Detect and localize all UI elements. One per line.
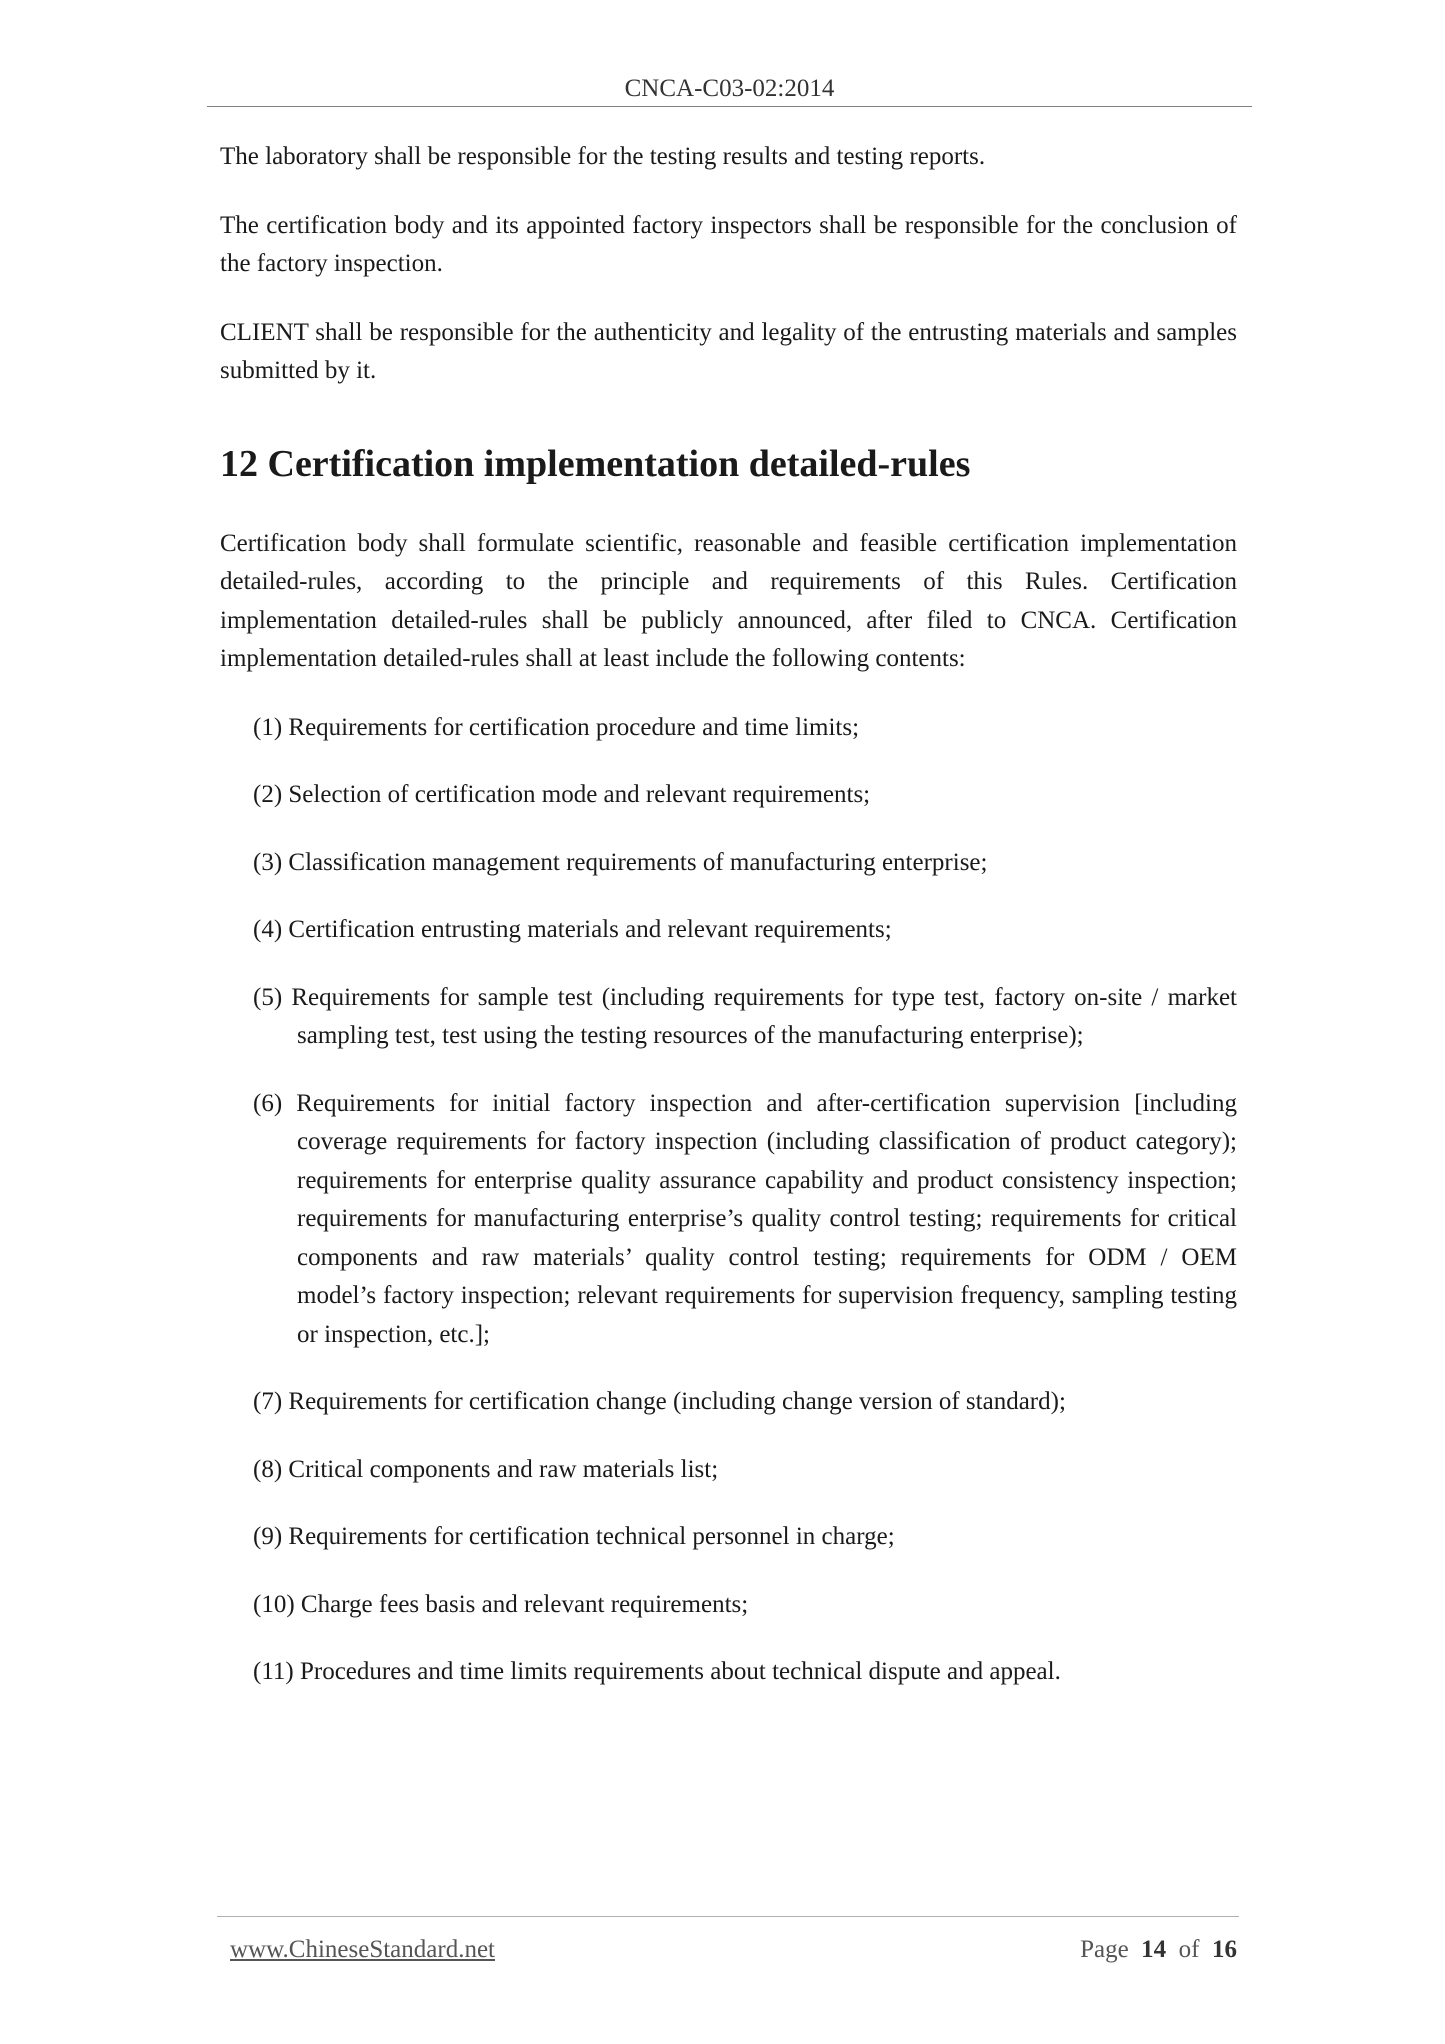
page-number: 14 [1141, 1936, 1167, 1963]
of-label: of [1178, 1936, 1200, 1963]
list-item: (1) Requirements for certification procedure and time limits; [253, 713, 860, 741]
list-item: (10) Charge fees basis and relevant requirements; [253, 1590, 749, 1618]
list-item: (7) Requirements for certification change (including change version of standard); [253, 1388, 1066, 1415]
paragraph-certification-body: The certification body and its appointed factory inspectors shall be responsible for the conclusion of the factory inspection. [220, 211, 1237, 277]
page-header [207, 72, 1252, 107]
list-item: (3) Classification management requirements of manufacturing enterprise; [253, 848, 988, 876]
section-intro: Certification body shall formulate scientific, reasonable and feasible certification implementation detailed-rules, according to the principle and requirements of this Rules. Certification implementation detailed-rules shall be publicly announced, after filed to CNCA. Certification implementation detailed-rules shall at least include the following contents: [220, 529, 1237, 672]
list-item: (4) Certification entrusting materials and relevant requirements; [253, 916, 892, 943]
list-item: (9) Requirements for certification technical personnel in charge; [253, 1523, 895, 1550]
page-body [220, 138, 1237, 1721]
list-item: (6) Requirements for initial factory inspection and after-certification supervision [including coverage requirements for factory inspection (including classification of product category); requirements for enterprise quality assurance capability and product consistency inspection; requirements for manufacturing enterprise’s quality control testing; requirements for critical components and raw materials’ quality control testing; requirements for ODM / OEM model’s factory inspection; relevant requirements for supervision frequency, sampling testing or inspection, etc.]; [253, 1089, 1237, 1348]
list-item: (5) Requirements for sample test (including requirements for type test, factory on-site / market sampling test, test using the testing resources of the manufacturing enterprise); [253, 983, 1237, 1049]
website-link[interactable]: www.ChineseStandard.net [230, 1936, 495, 1963]
section-heading: 12 Certification implementation detailed-rules [220, 442, 971, 485]
list-item: (8) Critical components and raw materials list; [253, 1455, 719, 1483]
requirements-list [220, 709, 1237, 1692]
paragraph-client: CLIENT shall be responsible for the authenticity and legality of the entrusting materials and samples submitted by it. [220, 318, 1237, 384]
page-indicator [1080, 1936, 1237, 1964]
list-item: (11) Procedures and time limits requirements about technical dispute and appeal. [253, 1658, 1061, 1685]
total-pages: 16 [1212, 1936, 1237, 1963]
page-label: Page [1080, 1936, 1129, 1963]
paragraph-laboratory: The laboratory shall be responsible for the testing results and testing reports. [220, 143, 986, 170]
document-code: CNCA-C03-02:2014 [624, 75, 835, 102]
footer-divider [217, 1916, 1239, 1917]
list-item: (2) Selection of certification mode and relevant requirements; [253, 781, 871, 808]
